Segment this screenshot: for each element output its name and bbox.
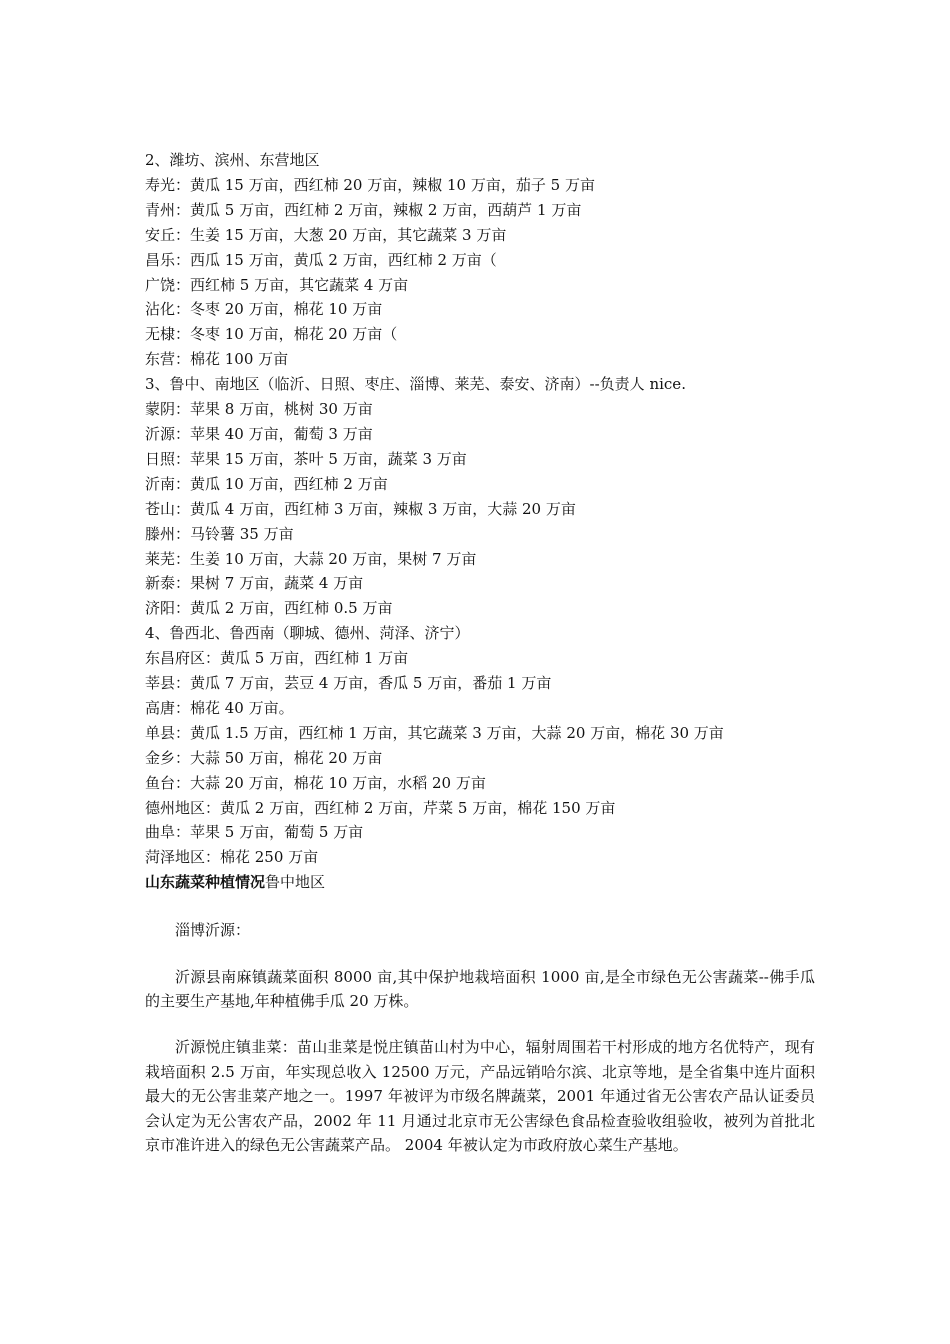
list-item: 菏泽地区：棉花 250 万亩 (145, 848, 319, 867)
list-item: 莘县：黄瓜 7 万亩，芸豆 4 万亩，香瓜 5 万亩，番茄 1 万亩 (145, 674, 552, 693)
paragraph-yuezhuang-leek: 沂源悦庄镇韭菜：苗山韭菜是悦庄镇苗山村为中心，辐射周围若干村形成的地方名优特产，现有栽培面积 2.5 万亩，年实现总收入 12500 万元，产品远销哈尔滨、北京等地，是全省集中连片面积最大的无公害韭菜产地之一。1997 年被评为市级名牌蔬菜，2001 年通过省无公害农产品认证委员会认定为无公害农产品，2002 年 11 月通过北京市无公害绿色食品检查验收组验收，被列为首批北京市准许进入的绿色无公害蔬菜产品。 2004 年被认定为市政府放心菜生产基地。 (145, 1038, 815, 1155)
list-item: 沾化：冬枣 20 万亩，棉花 10 万亩 (145, 300, 383, 319)
section-title-bold: 山东蔬菜种植情况 (145, 873, 266, 892)
spacer (145, 943, 815, 965)
heading-central-south-region: 3、鲁中、南地区（临沂、日照、枣庄、淄博、莱芜、泰安、济南）--负责人 nice. (145, 375, 686, 394)
list-item: 曲阜：苹果 5 万亩，葡萄 5 万亩 (145, 823, 364, 842)
section-title-rest: 鲁中地区 (265, 873, 326, 892)
list-item: 济阳：黄瓜 2 万亩，西红柿 0.5 万亩 (145, 599, 393, 618)
list-item: 东营：棉花 100 万亩 (145, 350, 289, 369)
list-item: 德州地区：黄瓜 2 万亩，西红柿 2 万亩，芹菜 5 万亩，棉花 150 万亩 (145, 798, 616, 817)
list-item: 鱼台：大蒜 20 万亩，棉花 10 万亩，水稻 20 万亩 (145, 773, 486, 792)
list-item: 滕州：马铃薯 35 万亩 (145, 524, 294, 543)
list-item: 日照：苹果 15 万亩，茶叶 5 万亩，蔬菜 3 万亩 (145, 449, 467, 468)
list-item: 金乡：大蒜 50 万亩，棉花 20 万亩 (145, 748, 383, 767)
section-title (145, 870, 815, 895)
document-page (145, 148, 815, 1157)
list-item: 苍山：黄瓜 4 万亩，西红柿 3 万亩，辣椒 3 万亩，大蒜 20 万亩 (145, 499, 576, 518)
list-item: 安丘：生姜 15 万亩，大葱 20 万亩，其它蔬菜 3 万亩 (145, 225, 507, 244)
list-item: 广饶：西红柿 5 万亩，其它蔬菜 4 万亩 (145, 275, 409, 294)
list-item: 沂源：苹果 40 万亩，葡萄 3 万亩 (145, 424, 373, 443)
heading-weifang-binzhou-dongying: 2、潍坊、滨州、东营地区 (145, 151, 320, 169)
heading-northwest-southwest-region: 4、鲁西北、鲁西南（聊城、德州、菏泽、济宁） (145, 624, 470, 643)
paragraph-nanma-town: 沂源县南麻镇蔬菜面积 8000 亩,其中保护地栽培面积 1000 亩,是全市绿色无公害蔬菜--佛手瓜的主要生产基地,年种植佛手瓜 20 万株。 (145, 967, 815, 1010)
list-item: 新泰：果树 7 万亩，蔬菜 4 万亩 (145, 574, 364, 593)
list-item: 蒙阴：苹果 8 万亩，桃树 30 万亩 (145, 400, 373, 419)
list-item: 单县：黄瓜 1.5 万亩，西红柿 1 万亩，其它蔬菜 3 万亩，大蒜 20 万亩，棉花 30 万亩 (145, 723, 724, 742)
list-item: 东昌府区：黄瓜 5 万亩，西红柿 1 万亩 (145, 649, 409, 668)
list-item: 沂南：黄瓜 10 万亩，西红柿 2 万亩 (145, 474, 388, 493)
spacer (145, 895, 815, 918)
list-item: 青州：黄瓜 5 万亩，西红柿 2 万亩，辣椒 2 万亩，西葫芦 1 万亩 (145, 200, 582, 219)
list-item: 昌乐：西瓜 15 万亩，黄瓜 2 万亩，西红柿 2 万亩（ (145, 250, 497, 269)
list-item: 无棣：冬枣 10 万亩，棉花 20 万亩（ (145, 325, 398, 344)
list-item: 寿光：黄瓜 15 万亩，西红柿 20 万亩，辣椒 10 万亩，茄子 5 万亩 (145, 175, 595, 194)
spacer (145, 1013, 815, 1035)
list-item: 莱芜：生姜 10 万亩，大蒜 20 万亩，果树 7 万亩 (145, 549, 477, 568)
paragraph-zibo-yiyuan: 淄博沂源： (175, 921, 251, 940)
list-item: 高唐：棉花 40 万亩。 (145, 698, 294, 717)
